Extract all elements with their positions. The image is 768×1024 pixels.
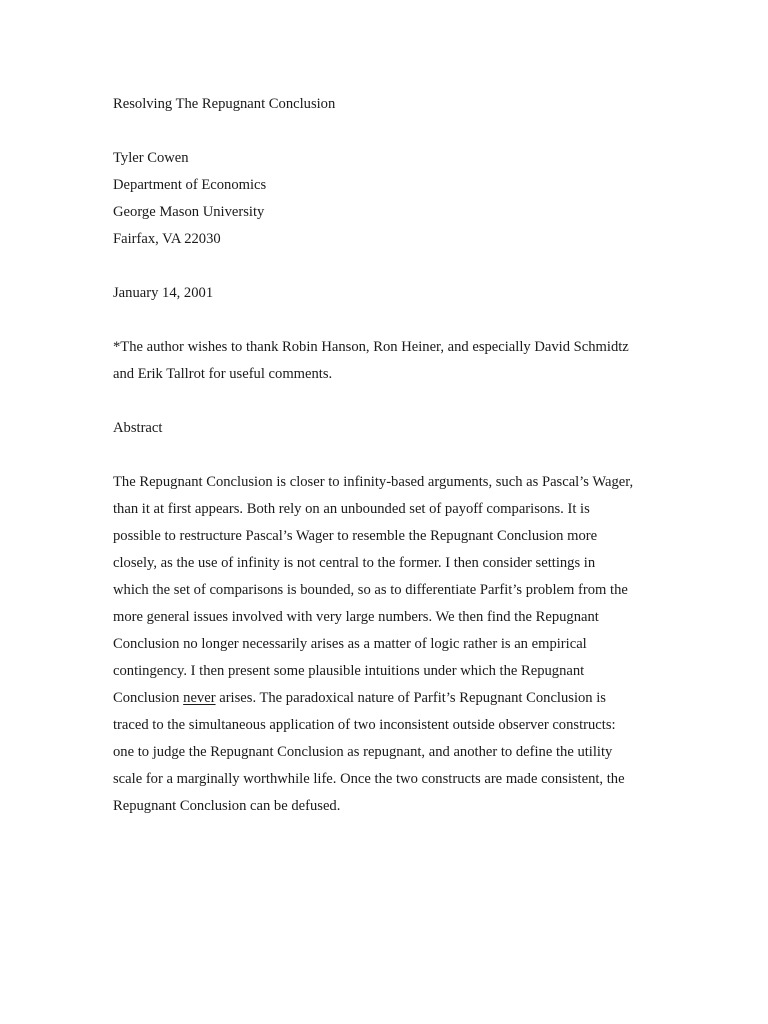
author-location: Fairfax, VA 22030 (113, 231, 221, 247)
paper-title: Resolving The Repugnant Conclusion (113, 96, 336, 112)
document-page (113, 91, 658, 820)
acknowledgment-line: *The author wishes to thank Robin Hanson, Ron Heiner, and especially David Schmidtz (113, 339, 629, 355)
paper-date: January 14, 2001 (113, 285, 214, 301)
abstract-line: closely, as the use of infinity is not central to the former. I then consider settings in (113, 555, 596, 571)
abstract-text-before: Conclusion (113, 690, 184, 706)
abstract-line: than it at first appears. Both rely on an unbounded set of payoff comparisons. It is (113, 501, 590, 517)
abstract-heading: Abstract (113, 420, 163, 436)
abstract-line: The Repugnant Conclusion is closer to infinity-based arguments, such as Pascal’s Wager, (113, 474, 634, 490)
abstract-line (113, 685, 658, 712)
spacer (113, 253, 658, 280)
abstract-line: scale for a marginally worthwhile life. Once the two constructs are made consistent, the (113, 771, 625, 787)
abstract-line: which the set of comparisons is bounded, so as to differentiate Parfit’s problem from the (113, 582, 628, 598)
abstract-line: possible to restructure Pascal’s Wager to resemble the Repugnant Conclusion more (113, 528, 598, 544)
underlined-word-never: never (183, 690, 216, 706)
spacer (113, 307, 658, 334)
author-university: George Mason University (113, 204, 265, 220)
author-department: Department of Economics (113, 177, 267, 193)
author-name: Tyler Cowen (113, 150, 189, 166)
spacer (113, 388, 658, 415)
acknowledgment-line: and Erik Tallrot for useful comments. (113, 366, 333, 382)
abstract-line: one to judge the Repugnant Conclusion as repugnant, and another to define the utility (113, 744, 613, 760)
abstract-body (113, 469, 658, 820)
abstract-line: more general issues involved with very large numbers. We then find the Repugnant (113, 609, 599, 625)
abstract-line: traced to the simultaneous application of two inconsistent outside observer constructs: (113, 717, 616, 733)
abstract-text-after: arises. The paradoxical nature of Parfit’s Repugnant Conclusion is (215, 690, 606, 706)
spacer (113, 118, 658, 145)
abstract-line: Repugnant Conclusion can be defused. (113, 798, 341, 814)
spacer (113, 442, 658, 469)
abstract-line: Conclusion no longer necessarily arises as a matter of logic rather is an empirical (113, 636, 587, 652)
abstract-line: contingency. I then present some plausible intuitions under which the Repugnant (113, 663, 585, 679)
